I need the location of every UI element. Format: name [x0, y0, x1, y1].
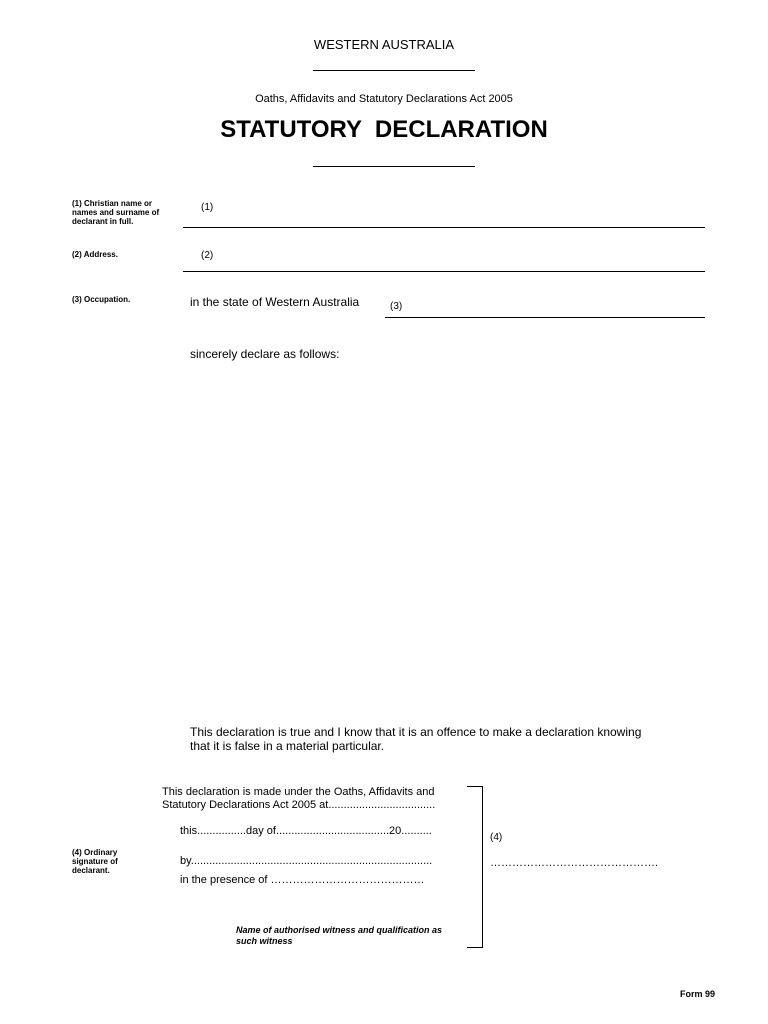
bracket: [467, 786, 483, 948]
signature-dots[interactable]: ……………………………………….: [490, 857, 659, 869]
witness-note-line2: such witness: [236, 936, 293, 946]
name-marker: (1): [201, 202, 214, 213]
witness-note-line1: Name of authorised witness and qualification as: [236, 925, 443, 935]
occupation-marker: (3): [390, 301, 403, 312]
state-heading: WESTERN AUSTRALIA: [313, 37, 455, 52]
signature-side-label: (4) Ordinary signature of declarant.: [72, 848, 118, 875]
header-rule-top: [313, 70, 475, 71]
occupation-side-label: (3) Occupation.: [72, 295, 131, 304]
header-rule-bottom: [313, 166, 475, 167]
by-line[interactable]: by...............................................................................: [180, 855, 433, 867]
address-side-label: (2) Address.: [72, 250, 118, 259]
made-under-line2[interactable]: Statutory Declarations Act 2005 at...................................: [162, 799, 436, 811]
name-side-label: (1) Christian name or names and surname of declarant in full.: [72, 199, 160, 226]
presence-line[interactable]: in the presence of ……………………………………: [180, 874, 425, 886]
truth-statement-line2: that it is false in a material particular.: [190, 739, 385, 753]
made-under-line1: This declaration is made under the Oaths, Affidavits and: [162, 786, 435, 798]
truth-statement-line1: This declaration is true and I know that it is an offence to make a declaration knowing: [190, 725, 642, 739]
occupation-line[interactable]: [385, 317, 705, 318]
date-line[interactable]: this................day of.....................................20..........: [180, 825, 432, 837]
page-title: STATUTORY DECLARATION: [220, 116, 548, 143]
address-line[interactable]: [183, 271, 705, 272]
state-text: in the state of Western Australia: [190, 295, 360, 309]
act-name: Oaths, Affidavits and Statutory Declarations Act 2005: [255, 93, 513, 105]
form-number: Form 99: [680, 989, 716, 999]
declare-text: sincerely declare as follows:: [190, 347, 340, 361]
address-marker: (2): [201, 250, 214, 261]
name-line[interactable]: [183, 227, 705, 228]
signature-marker: (4): [490, 832, 503, 843]
